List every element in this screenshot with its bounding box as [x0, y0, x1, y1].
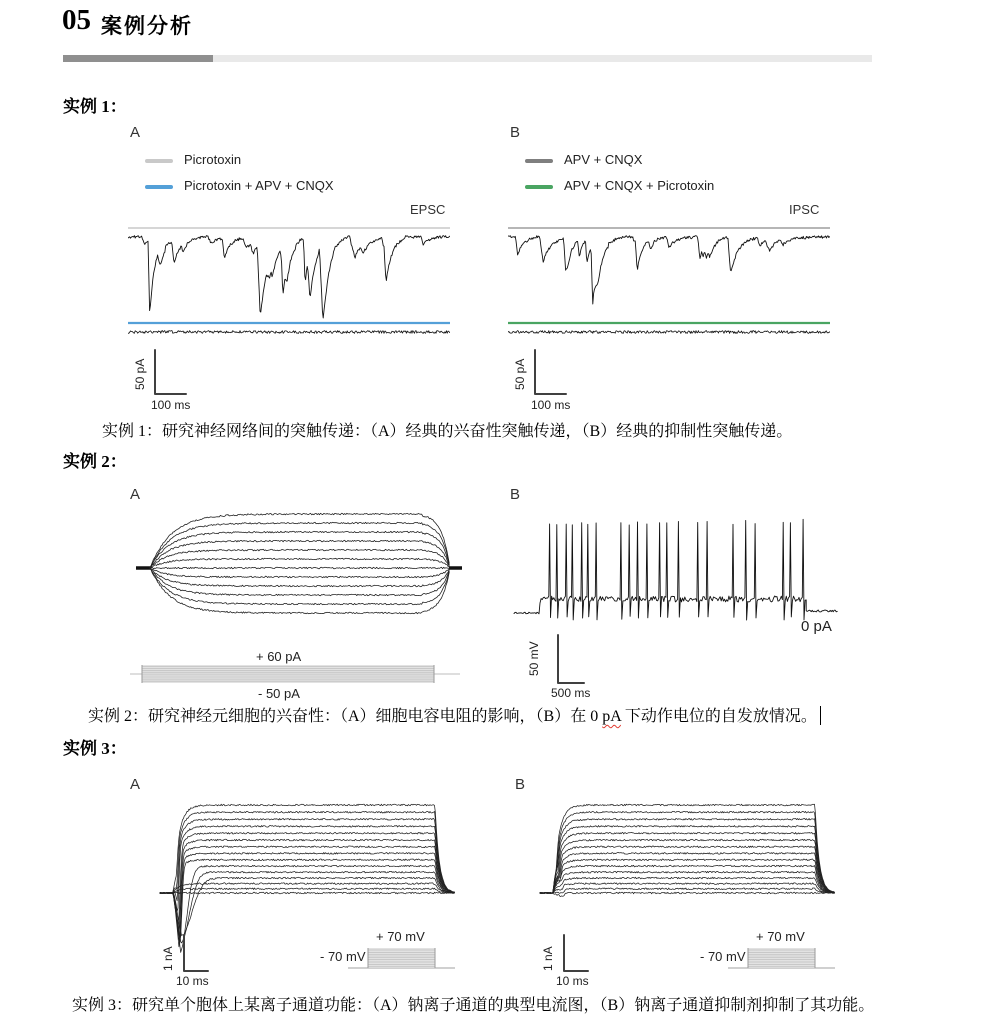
example2-caption-spellcheck-word: pA [602, 708, 621, 725]
legend-swatch-apv-cnqx-picrotoxin [525, 185, 553, 189]
example2-panel-b-label: B [510, 486, 521, 503]
example1-panel-a-label: A [130, 124, 141, 141]
example3-panel-b-vscale: 1 nA [541, 946, 555, 971]
example3-panel-b-step-min: - 70 mV [700, 949, 746, 964]
legend-label-apv-cnqx-picrotoxin: APV + CNQX + Picrotoxin [564, 178, 715, 193]
example3-panel-b-hscale: 10 ms [556, 974, 589, 988]
example3-panel-a-vscale: 1 nA [161, 946, 175, 971]
epsc-label: EPSC [410, 202, 446, 217]
example2-heading[interactable]: 实例 2： [63, 452, 127, 471]
example2-step-max-label: + 60 pA [256, 649, 302, 664]
example2-panel-b-hscale: 500 ms [551, 686, 591, 700]
example3-panel-b-label: B [515, 776, 526, 793]
example3-panel-a-step-max: + 70 mV [376, 929, 425, 944]
ipsc-label: IPSC [789, 202, 820, 217]
spontaneous-firing-figure[interactable] [508, 498, 848, 703]
example2-caption-post: 下动作电位的自发放情况。 [620, 708, 817, 725]
example2-panel-b-vscale: 50 mV [527, 641, 541, 676]
example3-panel-a-step-min: - 70 mV [320, 949, 366, 964]
example1-panel-b-hscale: 100 ms [531, 398, 571, 412]
holding-current-label: 0 pA [801, 618, 832, 635]
example3-heading[interactable]: 实例 3： [63, 739, 127, 758]
title-rule-dark [63, 55, 213, 62]
example3-panel-b-step-max: + 70 mV [756, 929, 805, 944]
example1-panel-a-vscale: 50 pA [133, 358, 147, 390]
example2-panel-a-label: A [130, 486, 141, 503]
example3-panel-a-hscale: 10 ms [176, 974, 209, 988]
epsc-trace-figure[interactable] [128, 222, 450, 422]
section-title[interactable]: 案例分析 [101, 14, 193, 38]
legend-swatch-apv-cnqx [525, 159, 553, 163]
example1-panel-b-label: B [510, 124, 521, 141]
section-number[interactable]: 05 [62, 4, 91, 36]
example2-caption[interactable] [88, 706, 821, 726]
example1-caption[interactable]: 实例 1：研究神经网络间的突触传递：（A）经典的兴奋性突触传递，（B）经典的抑制性突触传递。 [102, 423, 793, 440]
current-step-response-figure[interactable] [128, 498, 463, 703]
legend-label-picrotoxin: Picrotoxin [184, 152, 242, 167]
example3-caption[interactable]: 实例 3：研究单个胞体上某离子通道功能：（A）钠离子通道的典型电流图，（B）钠离子通道抑制剂抑制了其功能。 [72, 997, 875, 1014]
legend-swatch-picrotoxin-apv-cnqx [145, 185, 173, 189]
example1-heading[interactable]: 实例 1： [63, 97, 127, 116]
legend-label-picrotoxin-apv-cnqx: Picrotoxin + APV + CNQX [184, 178, 334, 193]
example2-caption-pre: 实例 2：研究神经元细胞的兴奋性：（A）细胞电容电阻的影响，（B）在 0 [88, 708, 603, 725]
example3-panel-a-label: A [130, 776, 141, 793]
example1-panel-b-vscale: 50 pA [513, 358, 527, 390]
title-rule-light [213, 55, 872, 62]
example1-panel-a-hscale: 100 ms [151, 398, 191, 412]
ipsc-trace-figure[interactable] [508, 222, 830, 422]
example2-step-min-label: - 50 pA [258, 686, 300, 701]
text-cursor [820, 706, 822, 725]
legend-label-apv-cnqx: APV + CNQX [564, 152, 643, 167]
legend-swatch-picrotoxin [145, 159, 173, 163]
